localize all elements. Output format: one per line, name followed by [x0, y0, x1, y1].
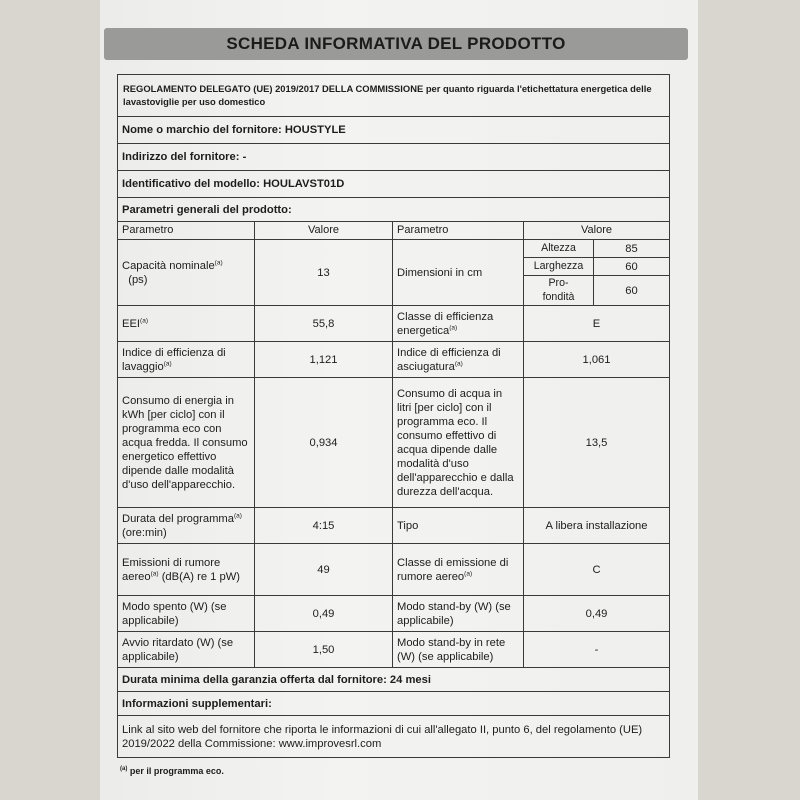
depth-value: 60 — [594, 276, 670, 306]
delay-start-value: 1,50 — [255, 632, 393, 668]
energy-class-label: Classe di efficienza energetica$^{(a)}$ — [393, 306, 524, 342]
regulation-text: REGOLAMENTO DELEGATO (UE) 2019/2017 DELLA COMMISSIONE per quanto riguarda l'etichettatura energetica delle lavastoviglie per uso domestico — [118, 75, 670, 117]
dimensions-label: Dimensioni in cm — [393, 240, 524, 306]
noise-value: 49 — [255, 544, 393, 596]
duration-label: Durata del programma$^{(a)}$ (ore:min) — [118, 508, 255, 544]
footnote: $^{(a)}$ per il programma eco. — [120, 766, 224, 776]
page-title: SCHEDA INFORMATIVA DEL PRODOTTO — [104, 28, 688, 60]
noise-label: Emissioni di rumore aereo$^{(a)}$ (dB(A) re 1 pW) — [118, 544, 255, 596]
energy-consumption-label: Consumo di energia in kWh [per ciclo] con il programma eco con acqua fredda. Il consumo energetico effettivo dipende dalle modalità d'uso dell'apparecchio. — [118, 378, 255, 508]
off-mode-value: 0,49 — [255, 596, 393, 632]
header-parameter-1: Parametro — [118, 222, 255, 240]
eei-label: EEI$^{(a)}$ — [118, 306, 255, 342]
model-identifier: Identificativo del modello: HOULAVST01D — [118, 171, 670, 198]
noise-class-value: C — [524, 544, 670, 596]
capacity-value: 13 — [255, 240, 393, 306]
delay-start-label: Avvio ritardato (W) (se applicabile) — [118, 632, 255, 668]
water-consumption-value: 13,5 — [524, 378, 670, 508]
supplier-link-text: Link al sito web del fornitore che riporta le informazioni di cui all'allegato II, punto 6, del regolamento (UE) 2019/2022 della Commissione: www.improvesrl.com — [118, 716, 670, 758]
product-info-sheet — [117, 74, 669, 758]
network-standby-value: - — [524, 632, 670, 668]
cleaning-index-label: Indice di efficienza di lavaggio$^{(a)}$ — [118, 342, 255, 378]
supplier-name: Nome o marchio del fornitore: HOUSTYLE — [118, 117, 670, 144]
warranty-duration: Durata minima della garanzia offerta dal fornitore: 24 mesi — [118, 668, 670, 692]
eei-value: 55,8 — [255, 306, 393, 342]
type-value: A libera installazione — [524, 508, 670, 544]
standby-label: Modo stand-by (W) (se applicabile) — [393, 596, 524, 632]
width-value: 60 — [594, 258, 670, 276]
type-label: Tipo — [393, 508, 524, 544]
width-label: Larghezza — [524, 258, 594, 276]
cleaning-index-value: 1,121 — [255, 342, 393, 378]
general-params-heading: Parametri generali del prodotto: — [118, 198, 670, 222]
header-value-1: Valore — [255, 222, 393, 240]
supplier-address: Indirizzo del fornitore: - — [118, 144, 670, 171]
capacity-label: Capacità nominale$^{(a)}$ (ps) — [118, 240, 255, 306]
depth-label: Pro- fondità — [524, 276, 594, 306]
drying-index-value: 1,061 — [524, 342, 670, 378]
header-value-2: Valore — [524, 222, 670, 240]
energy-consumption-value: 0,934 — [255, 378, 393, 508]
height-value: 85 — [594, 240, 670, 258]
product-info-table — [117, 74, 670, 758]
duration-value: 4:15 — [255, 508, 393, 544]
water-consumption-label: Consumo di acqua in litri [per ciclo] con il programma eco. Il consumo effettivo di acqua dipende dalle modalità d'uso dell'apparecchio e dalla durezza dell'acqua. — [393, 378, 524, 508]
height-label: Altezza — [524, 240, 594, 258]
network-standby-label: Modo stand-by in rete (W) (se applicabile) — [393, 632, 524, 668]
additional-info-heading: Informazioni supplementari: — [118, 692, 670, 716]
noise-class-label: Classe di emissione di rumore aereo$^{(a)}$ — [393, 544, 524, 596]
header-parameter-2: Parametro — [393, 222, 524, 240]
energy-class-value: E — [524, 306, 670, 342]
off-mode-label: Modo spento (W) (se applicabile) — [118, 596, 255, 632]
standby-value: 0,49 — [524, 596, 670, 632]
drying-index-label: Indice di efficienza di asciugatura$^{(a)}$ — [393, 342, 524, 378]
